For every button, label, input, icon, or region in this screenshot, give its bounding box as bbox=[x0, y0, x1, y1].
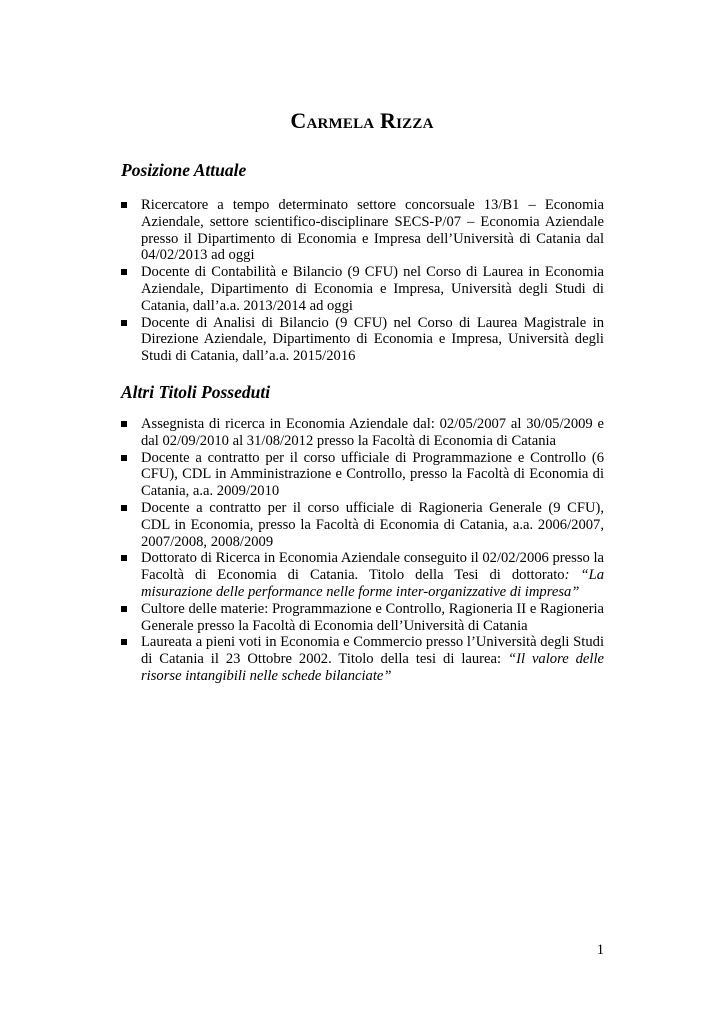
bullet-icon bbox=[121, 455, 127, 461]
bullet-icon bbox=[121, 320, 127, 326]
list-item: Dottorato di Ricerca in Economia Aziendale conseguito il 02/02/2006 presso la Facoltà di Economia di Catania. Titolo della Tesi di dottorato: “La misurazione delle performance nelle forme inter-organizzative di impresa” bbox=[121, 550, 604, 600]
bullet-icon bbox=[121, 202, 127, 208]
bullet-icon bbox=[121, 639, 127, 645]
current-position-list bbox=[121, 197, 604, 365]
bullet-icon bbox=[121, 505, 127, 511]
page-title bbox=[0, 108, 724, 134]
list-item: Cultore delle materie: Programmazione e Controllo, Ragioneria II e Ragioneria Generale presso la Facoltà di Economia dell’Università di Catania bbox=[121, 601, 604, 635]
page-number: 1 bbox=[596, 942, 604, 958]
list-item: Docente a contratto per il corso ufficiale di Ragioneria Generale (9 CFU), CDL in Economia, presso la Facoltà di Economia di Catania, a.a. 2006/2007, 2007/2008, 2008/2009 bbox=[121, 500, 604, 550]
phd-thesis-title: : “La misurazione delle performance nelle forme inter-organizzative di impresa” bbox=[141, 567, 604, 600]
degree-thesis-title: “Il valore delle risorse intangibili nelle schede bilanciate” bbox=[141, 651, 605, 684]
title-first-name: Carmela bbox=[290, 108, 375, 133]
bullet-icon bbox=[121, 606, 127, 612]
bullet-icon bbox=[121, 421, 127, 427]
bullet-icon bbox=[121, 555, 127, 561]
section-heading-other-titles: Altri Titoli Posseduti bbox=[121, 382, 271, 402]
list-item: Docente di Contabilità e Bilancio (9 CFU) nel Corso di Laurea in Economia Aziendale, Dipartimento di Economia e Impresa, Università degli Studi di Catania, dall’a.a. 2013/2014 ad oggi bbox=[121, 264, 604, 314]
title-last-name: Rizza bbox=[380, 108, 434, 133]
section-heading-current-position: Posizione Attuale bbox=[121, 160, 247, 180]
list-item: Laureata a pieni voti in Economia e Commercio presso l’Università degli Studi di Catania il 23 Ottobre 2002. Titolo della tesi di laurea: “Il valore delle risorse intangibili nelle schede bilanciate” bbox=[121, 634, 604, 684]
list-item: Docente a contratto per il corso ufficiale di Programmazione e Controllo (6 CFU), CDL in Amministrazione e Controllo, presso la Facoltà di Economia di Catania, a.a. 2009/2010 bbox=[121, 450, 604, 500]
list-item: Ricercatore a tempo determinato settore concorsuale 13/B1 – Economia Aziendale, settore scientifico-disciplinare SECS-P/07 – Economia Aziendale presso il Dipartimento di Economia e Impresa dell’Università di Catania dal 04/02/2013 ad oggi bbox=[121, 197, 604, 264]
list-item: Docente di Analisi di Bilancio (9 CFU) nel Corso di Laurea Magistrale in Direzione Aziendale, Dipartimento di Economia e Impresa, Università degli Studi di Catania, dall’a.a. 2015/2016 bbox=[121, 315, 604, 365]
other-titles-list bbox=[121, 416, 604, 685]
bullet-icon bbox=[121, 269, 127, 275]
list-item: Assegnista di ricerca in Economia Aziendale dal: 02/05/2007 al 30/05/2009 e dal 02/09/2010 al 31/08/2012 presso la Facoltà di Economia di Catania bbox=[121, 416, 604, 450]
